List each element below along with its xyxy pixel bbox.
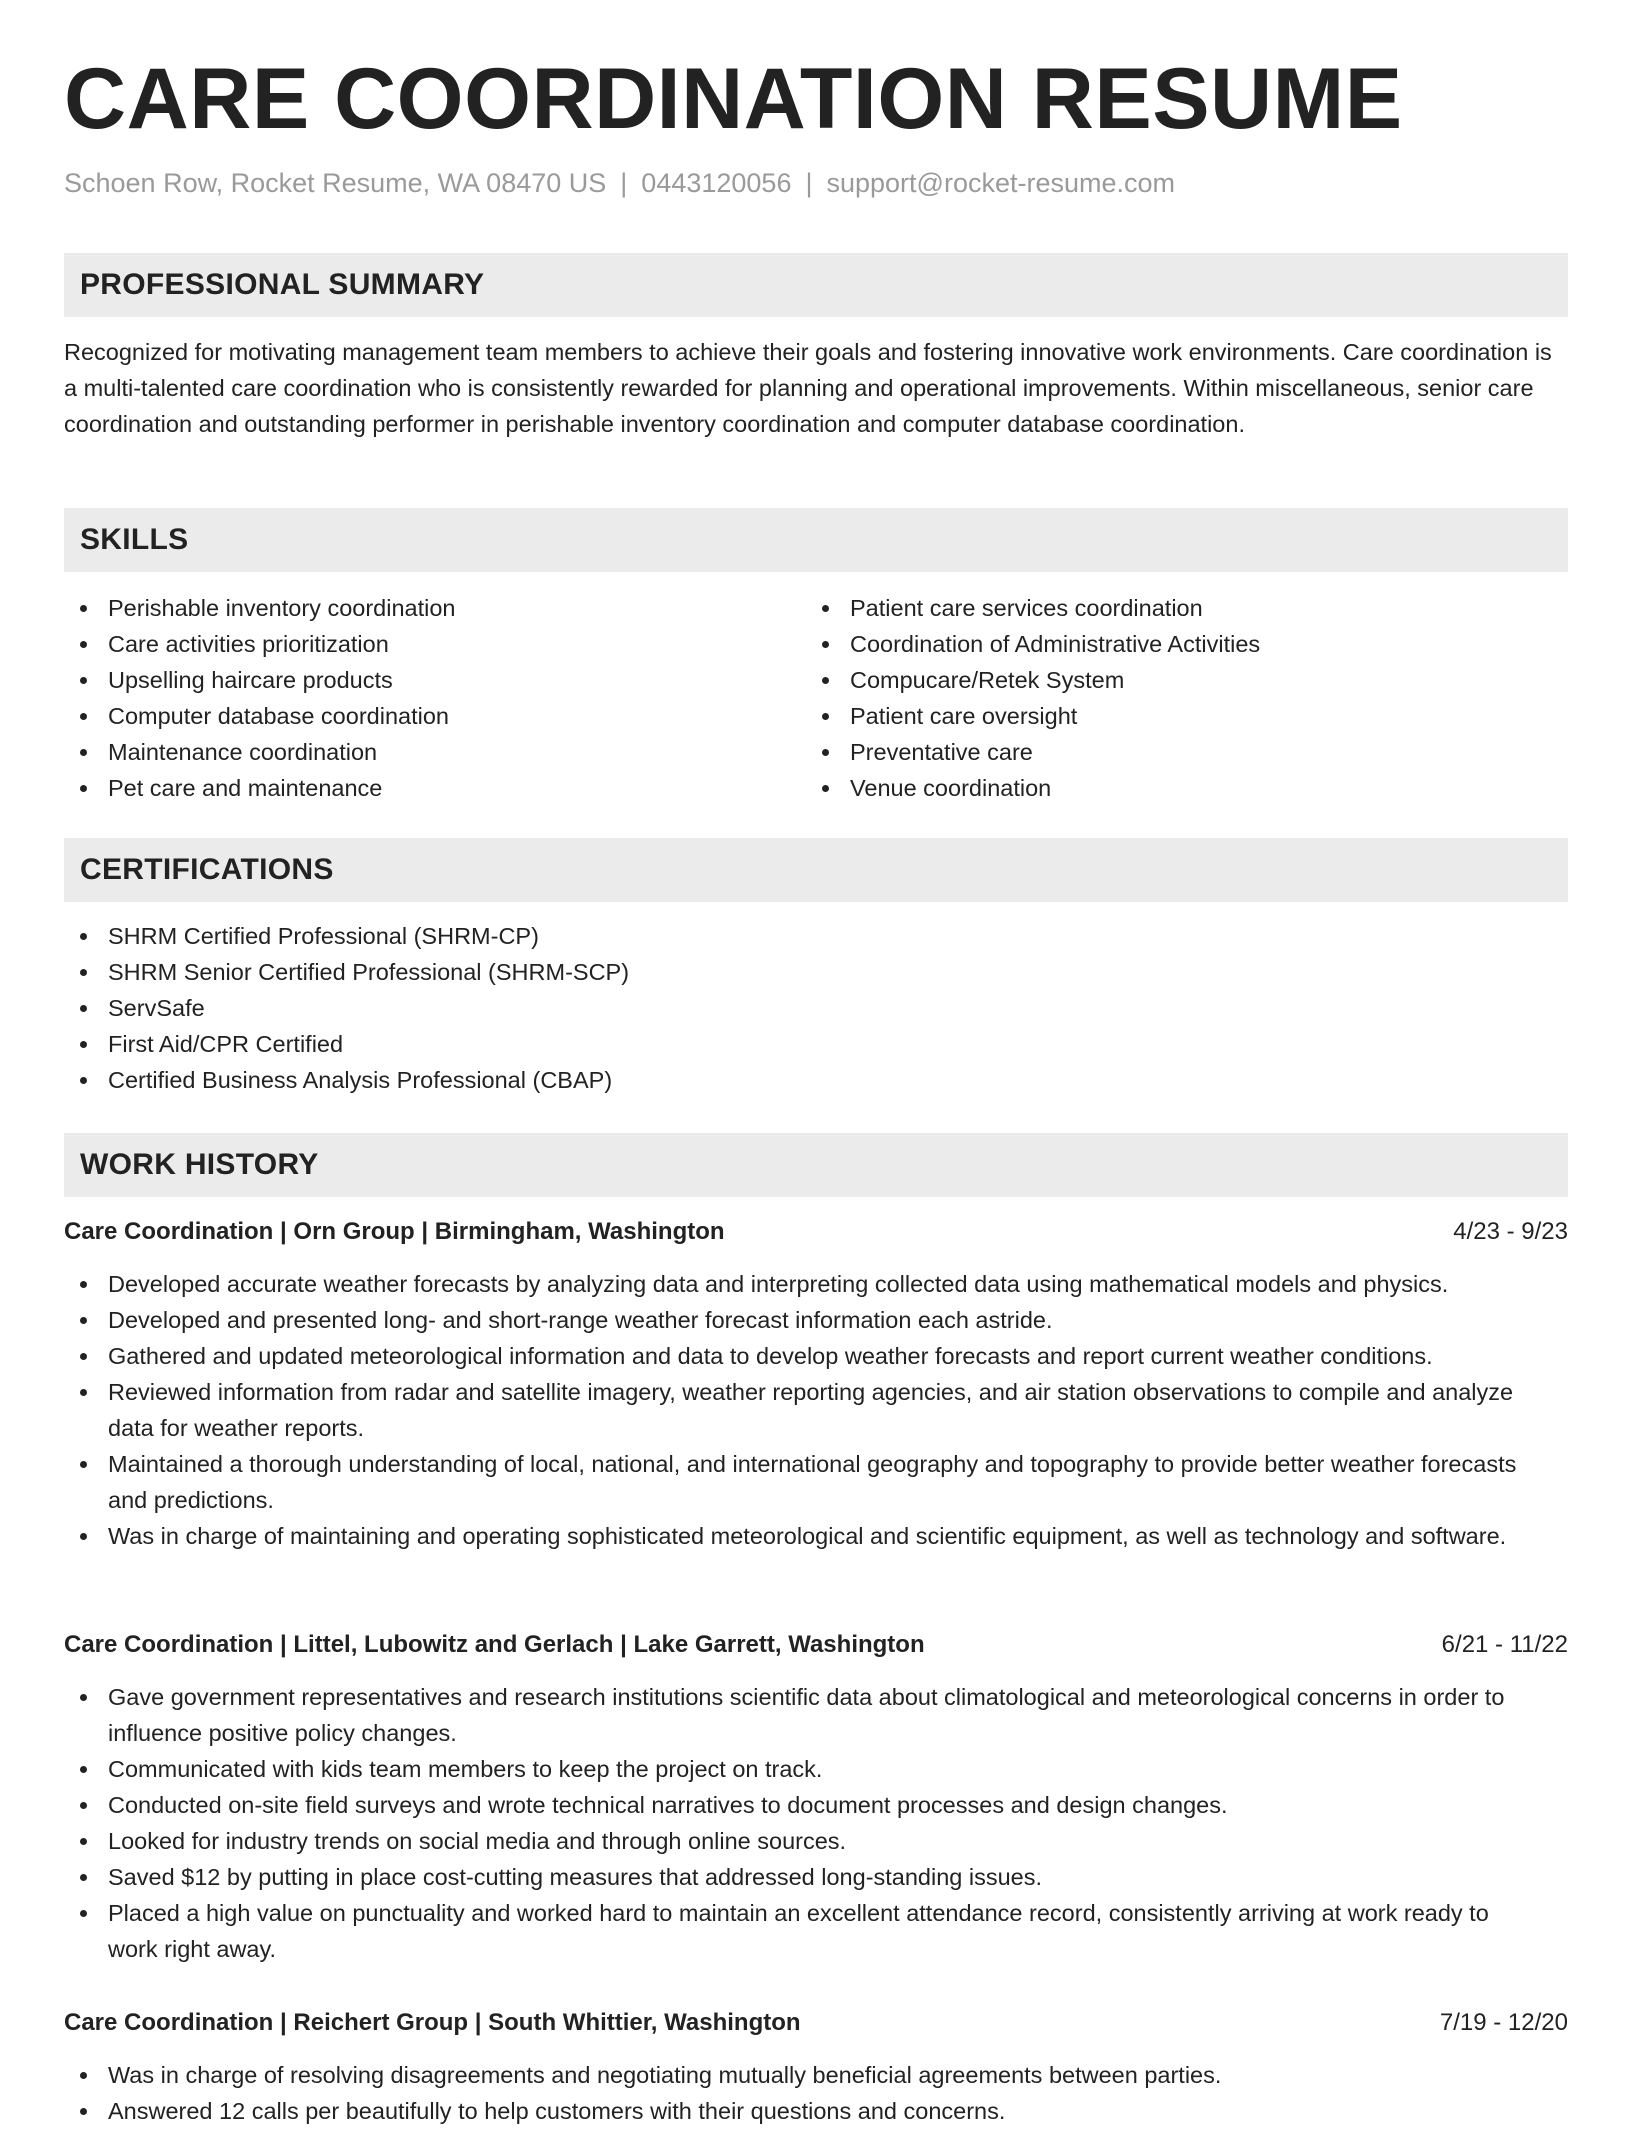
certification-item: SHRM Senior Certified Professional (SHRM-SCP) <box>64 954 1568 990</box>
skill-item: Compucare/Retek System <box>806 662 1546 698</box>
skills-list-left <box>64 590 804 806</box>
skill-item: Maintenance coordination <box>64 734 804 770</box>
job-bullet: Developed accurate weather forecasts by analyzing data and interpreting collected data using mathematical models and physics. <box>64 1266 1568 1302</box>
certification-item: Certified Business Analysis Professional (CBAP) <box>64 1062 1568 1098</box>
skill-item: Perishable inventory coordination <box>64 590 804 626</box>
job-bullets <box>64 2057 1568 2129</box>
job-bullet: Gave government representatives and research institutions scientific data about climatological and meteorological concerns in order to influence positive policy changes. <box>64 1679 1568 1751</box>
job-bullet: Was in charge of maintaining and operating sophisticated meteorological and scientific equipment, as well as technology and software. <box>64 1518 1568 1554</box>
job-bullet: Conducted on-site field surveys and wrote technical narratives to document processes and design changes. <box>64 1787 1568 1823</box>
skill-item: Preventative care <box>806 734 1546 770</box>
certifications-section-header <box>64 838 1568 902</box>
skill-item: Pet care and maintenance <box>64 770 804 806</box>
contact-email: support@rocket-resume.com <box>826 168 1176 198</box>
job-bullet: Gathered and updated meteorological information and data to develop weather forecasts and report current weather conditions. <box>64 1338 1568 1374</box>
certifications-heading: CERTIFICATIONS <box>80 853 334 886</box>
job-bullet: Maintained a thorough understanding of local, national, and international geography and topography to provide better weather forecasts and predictions. <box>64 1446 1568 1518</box>
skill-item: Venue coordination <box>806 770 1546 806</box>
contact-line <box>64 168 1175 199</box>
work-history-heading: WORK HISTORY <box>80 1148 319 1181</box>
skill-item: Upselling haircare products <box>64 662 804 698</box>
job-title: Care Coordination | Littel, Lubowitz and Gerlach | Lake Garrett, Washington <box>64 1631 925 1658</box>
job-header <box>64 2005 1568 2041</box>
job-title: Care Coordination | Reichert Group | South Whittier, Washington <box>64 2009 801 2036</box>
job-bullets <box>64 1679 1568 1967</box>
skill-item: Patient care services coordination <box>806 590 1546 626</box>
contact-phone: 0443120056 <box>641 168 792 198</box>
contact-separator: | <box>620 168 628 198</box>
summary-heading: PROFESSIONAL SUMMARY <box>80 268 485 301</box>
resume-title: CARE COORDINATION RESUME <box>64 51 1403 147</box>
job-bullet: Saved $12 by putting in place cost-cutting measures that addressed long-standing issues. <box>64 1859 1568 1895</box>
job-entry <box>64 2005 1568 2129</box>
job-dates: 7/19 - 12/20 <box>1439 2009 1568 2036</box>
certifications-list <box>64 918 1568 1098</box>
skill-item: Patient care oversight <box>806 698 1546 734</box>
skills-list-right <box>806 590 1546 806</box>
job-header <box>64 1627 1568 1663</box>
summary-text: Recognized for motivating management team members to achieve their goals and fostering innovative work environments. Care coordination is a multi-talented care coordination who is consistently rewarded for planning and operational improvements. Within miscellaneous, senior care coordination and outstanding performer in perishable inventory coordination and computer database coordination. <box>64 339 1552 437</box>
job-bullet: Communicated with kids team members to keep the project on track. <box>64 1751 1568 1787</box>
contact-address: Schoen Row, Rocket Resume, WA 08470 US <box>64 168 607 198</box>
skill-item: Coordination of Administrative Activities <box>806 626 1546 662</box>
job-bullet: Developed and presented long- and short-range weather forecast information each astride. <box>64 1302 1568 1338</box>
job-bullet: Looked for industry trends on social media and through online sources. <box>64 1823 1568 1859</box>
job-bullet: Was in charge of resolving disagreements and negotiating mutually beneficial agreements between parties. <box>64 2057 1568 2093</box>
job-dates: 4/23 - 9/23 <box>1453 1218 1568 1245</box>
skills-section-header <box>64 508 1568 572</box>
job-entry <box>64 1627 1568 1967</box>
summary-section-header <box>64 253 1568 317</box>
skill-item: Computer database coordination <box>64 698 804 734</box>
contact-separator: | <box>805 168 813 198</box>
job-dates: 6/21 - 11/22 <box>1441 1631 1568 1658</box>
skill-item: Care activities prioritization <box>64 626 804 662</box>
job-entry <box>64 1214 1568 1554</box>
job-bullet: Reviewed information from radar and satellite imagery, weather reporting agencies, and air station observations to compile and analyze data for weather reports. <box>64 1374 1568 1446</box>
skills-heading: SKILLS <box>80 523 189 556</box>
job-bullets <box>64 1266 1568 1554</box>
work-history-section-header <box>64 1133 1568 1197</box>
certification-item: ServSafe <box>64 990 1568 1026</box>
job-header <box>64 1214 1568 1250</box>
job-bullet: Answered 12 calls per beautifully to help customers with their questions and concerns. <box>64 2093 1568 2129</box>
job-bullet: Placed a high value on punctuality and worked hard to maintain an excellent attendance record, consistently arriving at work ready to work right away. <box>64 1895 1568 1967</box>
certification-item: First Aid/CPR Certified <box>64 1026 1568 1062</box>
job-title: Care Coordination | Orn Group | Birmingham, Washington <box>64 1218 725 1245</box>
certification-item: SHRM Certified Professional (SHRM-CP) <box>64 918 1568 954</box>
